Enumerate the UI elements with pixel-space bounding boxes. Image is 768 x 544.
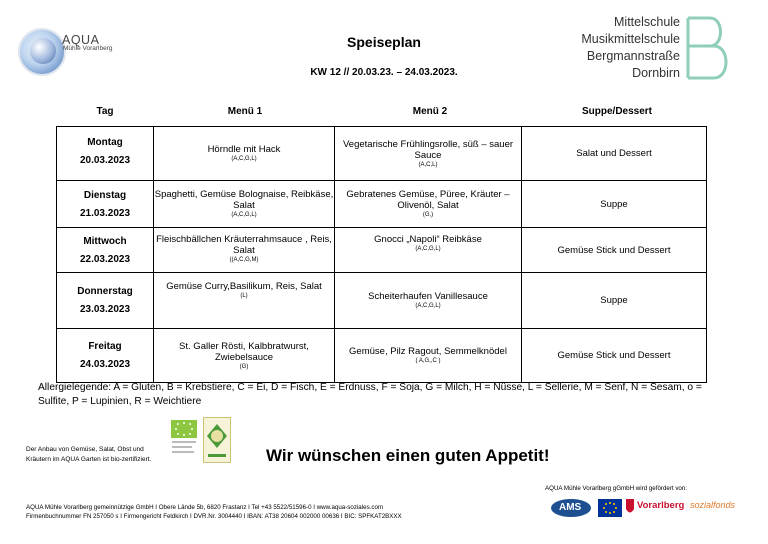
day-name: Freitag — [88, 341, 122, 352]
ams-logo — [550, 497, 592, 519]
school-b-logo-icon — [684, 16, 734, 80]
table-row — [57, 181, 707, 228]
menu2-cell — [335, 273, 522, 329]
menu2-allergens: (A,C,G,L) — [415, 246, 441, 252]
page-title: Speiseplan — [347, 34, 421, 50]
menu1-text: Hörndle mit Hack — [207, 144, 281, 155]
day-date: 24.03.2023 — [79, 359, 131, 370]
vorarlberg-logo — [625, 497, 685, 519]
menu1-cell — [154, 273, 335, 329]
day-cell — [57, 127, 154, 181]
menu2-allergens: ( A,G,,C ) — [415, 358, 441, 364]
menu2-cell — [335, 228, 522, 273]
bio-note — [26, 445, 176, 465]
table-row — [57, 273, 707, 329]
menu1-allergens: (G) — [239, 363, 249, 370]
day-name: Donnerstag — [77, 286, 133, 297]
menu1-text: Gemüse Curry,Basilikum, Reis, Salat — [166, 281, 322, 292]
day-name: Mittwoch — [83, 235, 127, 247]
ams-logo-text: AMS — [559, 502, 582, 513]
menu-table — [56, 126, 707, 383]
sozialfonds-logo — [690, 497, 734, 519]
table-row — [57, 127, 707, 181]
menu1-allergens: (A,C,G,L) — [231, 212, 257, 218]
school-line-1: Mittelschule — [614, 15, 680, 29]
funding-note: AQUA Mühle Vorarlberg gGmbH wird gefördert von: — [545, 485, 688, 492]
menu2-text: Vegetarische Frühlingsrolle, süß – sauer Sauce — [342, 138, 514, 161]
logo-name: AQUA — [62, 33, 100, 47]
table-row — [57, 228, 707, 273]
school-line-3: Bergmannstraße — [586, 49, 680, 63]
menu2-cell — [335, 181, 522, 228]
vorarlberg-logo-text: Vorarlberg — [637, 500, 685, 511]
bio-note-line-1: Der Anbau von Gemüse, Salat, Obst und — [26, 446, 144, 453]
menu2-text: Scheiterhaufen Vanillesauce — [368, 291, 488, 302]
school-line-4: Dornbirn — [632, 66, 680, 80]
footer-line-2: Firmenbuchnummer FN 257050 s I Firmengericht Feldkirch I DVR.Nr. 3004440 I IBAN: AT38 20604 002000 00636 I BIC: SPFKAT2BXXX — [26, 513, 402, 520]
soup-dessert-cell: Suppe — [522, 273, 707, 329]
column-header-menu1: Menü 1 — [227, 106, 263, 117]
menu1-text: Spaghetti, Gemüse Bolognaise, Reibkäse, Salat — [154, 189, 334, 211]
eu-flag-icon — [598, 497, 622, 519]
bio-note-line-2: Kräutern im AQUA Garten ist bio-zertifiziert. — [26, 456, 152, 463]
menu2-text: Gemüse, Pilz Ragout, Semmelknödel — [349, 346, 507, 357]
menu1-cell — [154, 127, 335, 181]
day-name: Montag — [87, 137, 123, 148]
day-name: Dienstag — [83, 189, 127, 201]
menu1-allergens: (L) — [240, 293, 248, 299]
menu1-text: Fleischbällchen Kräuterrahmsauce , Reis, Salat — [156, 234, 332, 256]
menu2-allergens: (A,C,G,L) — [415, 303, 441, 309]
vorarlberg-crest-icon — [625, 497, 635, 517]
day-date: 21.03.2023 — [79, 207, 131, 219]
eu-organic-seal-icon — [170, 418, 198, 460]
day-date: 23.03.2023 — [79, 304, 131, 315]
logo-subtitle: Mühle Vorarlberg — [63, 45, 113, 52]
day-cell — [57, 329, 154, 383]
column-header-soup-dessert: Suppe/Dessert — [581, 106, 653, 117]
menu1-text: St. Galler Rösti, Kalbbratwurst, Zwiebelsauce — [179, 340, 309, 363]
menu2-cell — [335, 127, 522, 181]
appetit-slogan: Wir wünschen einen guten Appetit! — [266, 446, 550, 465]
menu2-text: Gnocci „Napoli“ Reibkäse — [374, 234, 482, 245]
sozialfonds-logo-text: sozialfonds — [690, 500, 736, 510]
menu1-cell — [154, 329, 335, 383]
menu2-text: Gebratenes Gemüse, Püree, Kräuter – Olivenöl, Salat — [346, 189, 510, 211]
menu2-allergens: (A,C,L) — [418, 161, 438, 168]
soup-dessert-cell: Suppe — [522, 181, 707, 228]
menu1-cell — [154, 228, 335, 273]
footer-line-1: AQUA Mühle Vorarlberg gemeinnützige GmbH I Obere Lände 5b, 6820 Frastanz I Tel +43 5522/51596-0 I www.aqua-soziales.com — [26, 504, 384, 511]
menu1-allergens: (A,C,G,L) — [231, 156, 257, 162]
day-date: 22.03.2023 — [79, 253, 131, 265]
column-header-menu2: Menü 2 — [412, 106, 448, 117]
school-line-2: Musikmittelschule — [581, 32, 680, 46]
week-label: KW 12 // 20.03.23. – 24.03.2023. — [310, 67, 458, 78]
menu2-allergens: (G,) — [422, 212, 434, 218]
soup-dessert-cell: Gemüse Stick und Dessert — [522, 329, 707, 383]
bio-seal-icon — [203, 417, 231, 463]
soup-dessert-cell: Salat und Dessert — [522, 127, 707, 181]
day-cell — [57, 181, 154, 228]
menu2-cell — [335, 329, 522, 383]
day-cell — [57, 228, 154, 273]
allergen-legend: Allergielegende: A = Gluten, B = Krebstiere, C = Ei, D = Fisch, E = Erdnuss, F = Soja, G = Milch, H = Nüsse, L = Sellerie, M = Senf, N = Sesam, o = Sulfite, P = Lupinien, R = Weichtiere — [38, 382, 702, 407]
day-cell — [57, 273, 154, 329]
menu1-allergens: ((A,C,G,M) — [229, 257, 259, 263]
table-row — [57, 329, 707, 383]
menu1-cell — [154, 181, 335, 228]
footer-text — [26, 503, 402, 521]
day-date: 20.03.2023 — [79, 155, 131, 166]
soup-dessert-cell: Gemüse Stick und Dessert — [522, 228, 707, 273]
column-header-day: Tag — [96, 106, 114, 117]
